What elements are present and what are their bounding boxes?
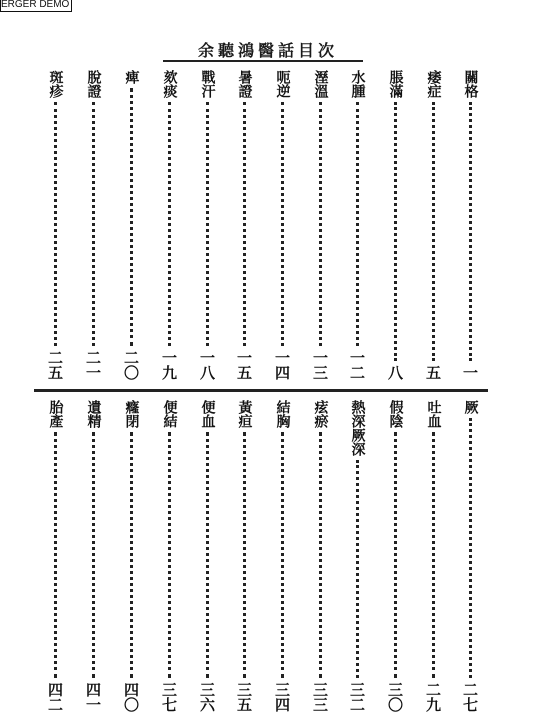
toc-entry-page-number: 一五 — [235, 350, 253, 380]
toc-entry-page-number: 三〇 — [386, 682, 404, 712]
toc-entry-term: 假陰 — [387, 400, 404, 428]
toc-entry-term: 關格 — [462, 70, 479, 98]
toc-entry-term: 吐血 — [425, 400, 442, 428]
toc-entry — [267, 400, 297, 712]
toc-entry-term: 斑疹 — [47, 70, 64, 98]
toc-entry-term: 戰汗 — [199, 70, 216, 98]
dot-leader — [130, 432, 133, 678]
toc-entry — [380, 70, 410, 380]
toc-entry-page-number: 二五 — [46, 350, 64, 380]
toc-entry-page-number: 三七 — [160, 682, 178, 712]
toc-entry — [192, 400, 222, 712]
dot-leader — [281, 102, 284, 346]
dot-leader — [130, 88, 133, 346]
dot-leader — [168, 102, 171, 346]
toc-entry-term: 脹滿 — [387, 70, 404, 98]
dot-leader — [206, 432, 209, 678]
toc-entry-page-number: 一九 — [160, 350, 178, 380]
toc-entry-term: 黃疸 — [236, 400, 253, 428]
toc-entry-term: 暑證 — [236, 70, 253, 98]
dot-leader — [394, 102, 397, 361]
toc-entry — [116, 70, 146, 380]
toc-entry — [229, 400, 259, 712]
toc-entry-page-number: 四〇 — [122, 682, 140, 712]
toc-entry — [116, 400, 146, 712]
toc-entry-page-number: 一 — [461, 365, 479, 380]
toc-entry — [342, 70, 372, 380]
toc-entry-term: 痃瘀 — [312, 400, 329, 428]
toc-entry-term: 欬痰 — [161, 70, 178, 98]
dot-leader — [243, 102, 246, 346]
toc-entry-page-number: 八 — [386, 365, 404, 380]
toc-entry-term: 胎產 — [47, 400, 64, 428]
toc-entry-page-number: 一八 — [198, 350, 216, 380]
toc-entry-term: 厥 — [462, 400, 479, 414]
toc-entry-term: 便結 — [161, 400, 178, 428]
toc-entry-page-number: 三五 — [235, 682, 253, 712]
dot-leader — [432, 432, 435, 678]
toc-entry-page-number: 二一 — [84, 350, 102, 380]
dot-leader — [92, 432, 95, 678]
title-underline — [163, 60, 363, 62]
dot-leader — [243, 432, 246, 678]
toc-entry — [418, 70, 448, 380]
toc-entry — [267, 70, 297, 380]
toc-entry-page-number: 一二 — [348, 350, 366, 380]
toc-entry-page-number: 一四 — [273, 350, 291, 380]
toc-entry-page-number: 五 — [424, 365, 442, 380]
dot-leader — [356, 102, 359, 346]
toc-entry-page-number: 三二 — [348, 682, 366, 712]
toc-entry-page-number: 二〇 — [122, 350, 140, 380]
toc-entry — [192, 70, 222, 380]
section-divider — [34, 389, 488, 392]
page-title: 余聽鴻醫話目次 — [197, 41, 338, 60]
toc-entry — [305, 70, 335, 380]
toc-entry-page-number: 四一 — [84, 682, 102, 712]
dot-leader — [432, 102, 435, 361]
toc-entry-page-number: 四二 — [46, 682, 64, 712]
toc-entry — [305, 400, 335, 712]
toc-entry-term: 痺 — [123, 70, 140, 84]
toc-entry-term: 便血 — [199, 400, 216, 428]
toc-entry-page-number: 三三 — [311, 682, 329, 712]
toc-entry — [229, 70, 259, 380]
toc-entry-page-number: 一三 — [311, 350, 329, 380]
toc-entry — [455, 400, 485, 712]
toc-entry — [154, 400, 184, 712]
toc-entry-term: 水腫 — [349, 70, 366, 98]
toc-entry-term: 熱深厥深 — [349, 400, 366, 456]
toc-entry-term: 溼溫 — [312, 70, 329, 98]
dot-leader — [356, 460, 359, 678]
dot-leader — [54, 102, 57, 346]
dot-leader — [92, 102, 95, 346]
dot-leader — [206, 102, 209, 346]
dot-leader — [319, 432, 322, 678]
toc-entry — [154, 70, 184, 380]
toc-entry — [78, 400, 108, 712]
toc-entry — [78, 70, 108, 380]
toc-entry-term: 遺精 — [85, 400, 102, 428]
toc-entry — [418, 400, 448, 712]
dot-leader — [168, 432, 171, 678]
toc-entry — [40, 400, 70, 712]
toc-entry-page-number: 二七 — [461, 682, 479, 712]
toc-entry-page-number: 三四 — [273, 682, 291, 712]
toc-entry — [380, 400, 410, 712]
dot-leader — [319, 102, 322, 346]
toc-entry — [40, 70, 70, 380]
toc-entry — [342, 400, 372, 712]
toc-entry-term: 結胸 — [274, 400, 291, 428]
dot-leader — [469, 418, 472, 678]
toc-entry — [455, 70, 485, 380]
dot-leader — [469, 102, 472, 361]
toc-entry-term: 呃逆 — [274, 70, 291, 98]
dot-leader — [394, 432, 397, 678]
toc-entry-term: 脫證 — [85, 70, 102, 98]
watermark-label: ERGER DEMO — [0, 0, 72, 12]
dot-leader — [54, 432, 57, 678]
toc-entry-term: 痿症 — [425, 70, 442, 98]
toc-entry-page-number: 二九 — [424, 682, 442, 712]
toc-entry-page-number: 三六 — [198, 682, 216, 712]
dot-leader — [281, 432, 284, 678]
toc-entry-term: 癃閉 — [123, 400, 140, 428]
